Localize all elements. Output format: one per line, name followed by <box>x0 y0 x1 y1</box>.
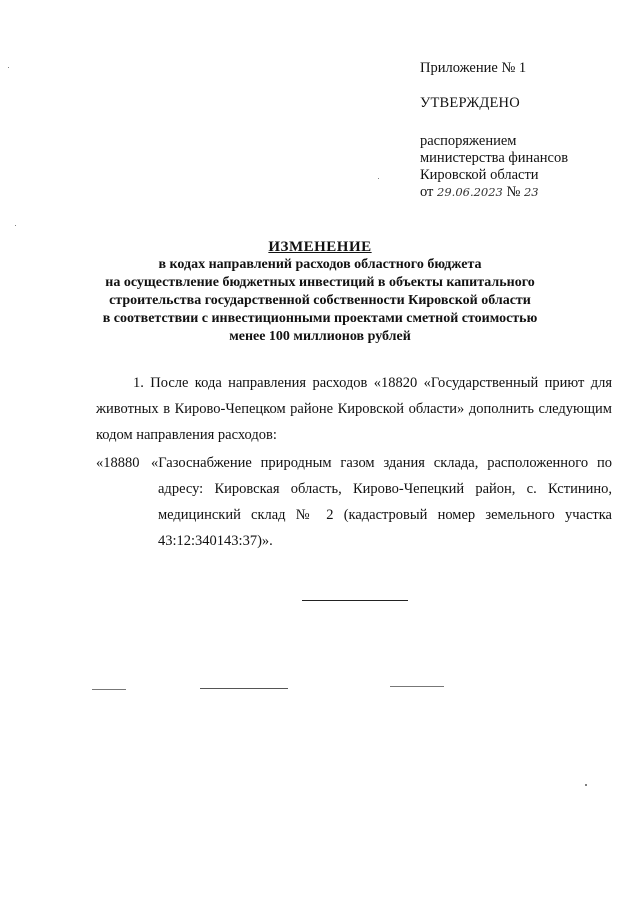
title-line-5: менее 100 миллионов рублей <box>229 329 411 344</box>
item-description: «Газоснабжение природным газом здания склада, расположенного по адресу: Кировская область, Кирово-Чепецкий район, с. Кстинино, медицинский склад № 2 (кадастровый номер земельного участка 43:12:340143:37)». <box>151 455 612 549</box>
scan-artifact-line <box>390 686 444 687</box>
new-code-item <box>96 450 612 554</box>
item-code: «18880 <box>96 455 140 471</box>
number-label: № <box>506 184 521 200</box>
approval-line-ministry: министерства финансов <box>420 150 569 166</box>
approval-date-line <box>420 184 630 201</box>
handwritten-number: 23 <box>523 185 539 199</box>
scan-artifact-line <box>200 688 288 689</box>
title-line-4: в соответствии с инвестиционными проектами сметной стоимостью <box>102 311 538 326</box>
approval-block <box>420 60 630 201</box>
approval-line-region: Кировской области <box>420 167 539 183</box>
title-line-2: на осуществление бюджетных инвестиций в объекты капитального <box>105 275 535 290</box>
title-line-1: в кодах направлений расходов областного бюджета <box>158 257 482 272</box>
end-rule <box>302 600 408 601</box>
scan-speck <box>15 225 16 226</box>
paragraph-1: 1. После кода направления расходов «18820 «Государственный приют для животных в Кирово-Чепецком районе Кировской области» дополнить следующим кодом направления расходов: <box>96 375 612 443</box>
document-title <box>80 238 560 346</box>
annex-number: Приложение № 1 <box>420 60 527 76</box>
handwritten-date: 29.06.2023 <box>437 185 503 199</box>
title-line-3: строительства государственной собственности Кировской области <box>109 293 531 308</box>
scan-artifact-line <box>92 689 126 690</box>
scan-speck <box>585 784 587 786</box>
scan-speck <box>378 178 379 179</box>
title-main: ИЗМЕНЕНИЕ <box>268 239 372 255</box>
document-body <box>96 370 612 554</box>
scan-speck <box>8 67 9 68</box>
from-label: от <box>420 184 434 200</box>
approved-stamp: УТВЕРЖДЕНО <box>420 95 520 111</box>
approval-line-order: распоряжением <box>420 133 517 149</box>
